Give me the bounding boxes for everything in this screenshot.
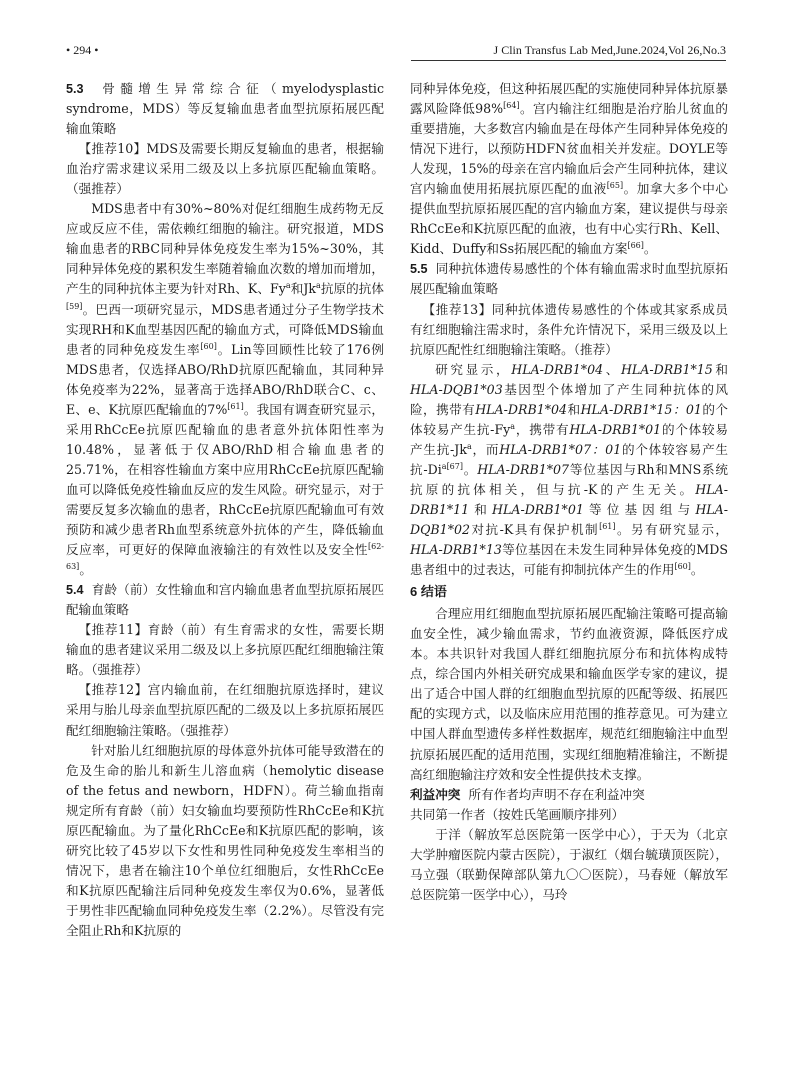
left-column: [66, 79, 384, 941]
journal-citation: J Clin Transfus Lab Med,June.2024,Vol 26,No.3: [493, 43, 726, 57]
citation: [67]: [446, 461, 463, 471]
citation: [61]: [599, 521, 616, 531]
citation: [60]: [200, 341, 217, 351]
citation: [65]: [606, 181, 624, 191]
section-5-3-heading: 5.3 骨髓增生异常综合征（myelodysplastic syndrome，MDS）等反复输血患者血型抗原拓展匹配输血策略: [66, 81, 384, 137]
section-5-4-heading: 5.4 育龄（前）女性输血和宫内输血患者血型抗原拓展匹配输血策略: [66, 582, 384, 618]
citation: [66]: [627, 241, 644, 251]
paragraph-conclusion: 合理应用红细胞血型抗原拓展匹配输注策略可提高输血安全性，减少输血需求，节约血液资源，降低医疗成本。本共识针对我国人群红细胞抗原分布和抗体构成特点，综合国内外相关研究成果和输血医学专家的建议，提出了适合中国人群的红细胞血型抗原的匹配等级、拓展匹配的实现方式，以及临床应用范围的推荐意见。可为建立中国人群血型遗传多样性数据库，规范红细胞输注中血型抗原拓展匹配的适用范围，实现红细胞精准输注，不断提高红细胞输注疗效和安全性提供技术支撑。: [410, 606, 728, 782]
paragraph-intrauterine: 同种异体免疫，但这种拓展匹配的实施使同种异体抗原暴露风险降低98%[64]。宫内输注红细胞是治疗胎儿贫血的重要措施，大多数宫内输血是在母体产生同种异体免疫的情况下进行，以预防HDFN贫血相关并发症。DOYLE等人发现，15%的母亲在宫内输血后会产生同种抗体，建议宫内输血使用拓展抗原匹配的血液[65]。加拿大多个中心提供血型抗原拓展匹配的宫内输血方案，建议提供与母亲RhCcEe和K抗原匹配的血液，也有中心实行Rh、Kell、Kidd、Duffy和Ss拓展匹配的输血方案[66]。: [410, 81, 729, 257]
header-rule: [411, 60, 726, 61]
recommendation-11: 【推荐11】育龄（前）有生育需求的女性，需要长期输血的患者建议采用二级及以上多抗原匹配红细胞输注策略。（强推荐）: [66, 622, 384, 678]
right-column: [410, 79, 728, 905]
citation: [62-63]: [66, 541, 384, 571]
paragraph-hdfn: 针对胎儿红细胞抗原的母体意外抗体可能导致潜在的危及生命的胎儿和新生儿溶血病（hemolytic disease of the fetus and newborn，HDFN）。荷兰输血指南规定所有育龄（前）妇女输血均要预防性RhCcEe和K抗原匹配输血。为了量化RhCcEe和K抗原匹配的影响，该研究比较了45岁以下女性和男性同种免疫发生率相当的情况下，患者在输注10个单位红细胞后，女性RhCcEe和K抗原匹配输注后同种免疫发生率仅为0.6%，显著低于男性非匹配输血同种免疫发生率（2.2%）。尽管没有完全阻止Rh和K抗原的: [66, 742, 384, 938]
citation: [64]: [503, 100, 520, 110]
paragraph-hla: 研究显示，HLA-DRB1*04、HLA-DRB1*15和HLA-DQB1*03基因型个体增加了产生同种抗体的风险，携带有HLA-DRB1*04和HLA-DRB1*15：01的个体较易产生抗-Fy$^a$，携带有HLA-DRB1*01的个体较易产生抗-Jk$^a$，而HLA-DRB1*07：01的个体较容易产生抗$-Di^{a[67]}$。HLA-DRB1*07等位基因与Rh和MNS系统抗原的抗体相关，但与抗-K的产生无关。HLA-DRB1*11和HLA-DRB1*01等位基因组与HLA-DQB1*02对抗-K具有保护机制[61]。另有研究显示，HLA-DRB1*13等位基因在未发生同种异体免疫的MDS患者组中的过表达，可能有抑制抗体产生的作用[60]。: [410, 361, 729, 578]
recommendation-10: 【推荐10】MDS及需要长期反复输血的患者，根据输血治疗需求建议采用二级及以上多抗原匹配输血策略。（强推荐）: [66, 141, 384, 197]
author-list: 于洋（解放军总医院第一医学中心），于天为（北京大学肿瘤医院内蒙古医院），于淑红（烟台毓璜顶医院），马立强（联勤保障部队第九〇〇医院），马春娅（解放军总医院第一医学中心），马玲: [410, 826, 728, 902]
conflict-of-interest: 利益冲突 所有作者均声明不存在利益冲突: [410, 786, 645, 802]
paragraph-mds: MDS患者中有30%~80%对促红细胞生成药物无反应或反应不佳，需依赖红细胞的输注。研究报道，MDS输血患者的RBC同种异体免疫发生率为15%~30%，其同种异体免疫的累积发生率随着输血次数的增加而增加，产生的同种抗体主要为针对Rh、K、Fy$^a$和Jk$^a$抗原的抗体[59]。巴西一项研究显示，MDS患者通过分子生物学技术实现RH和K血型基因匹配的输血方式，可降低MDS输血患者的同种免疫发生率[60]。Lin等回顾性比较了176例MDS患者，仅选择ABO/RhD抗原匹配输血，其同种异体免疫率为22%，显著高于选择ABO/RhD联合C、c、E、e、K抗原匹配输血的7%[61]。我国有调查研究显示，采用RhCcEe抗原匹配输血的患者意外抗体阳性率为10.48%，显著低于仅ABO/RhD相合输血患者的25.71%，在相容性输血方案中应用RhCcEe抗原匹配输血可以降低免疫性输血反应的发生风险。研究显示，对于需要反复多次输血的患者，RhCcEe抗原匹配输血可有效预防和减少患者Rh血型系统意外抗体的产生，降低输血反应率，可更好的保障血液输注的有效性以及安全性[62-63]。: [66, 201, 385, 578]
citation: [61]: [227, 401, 244, 411]
recommendation-12: 【推荐12】宫内输血前，在红细胞抗原选择时，建议采用与胎儿母亲血型抗原匹配的二级及以上多抗原拓展匹配红细胞输注策略。（强推荐）: [66, 682, 384, 738]
recommendation-13: 【推荐13】同种抗体遗传易感性的个体或其家系成员有红细胞输注需求时，条件允许情况下，采用三级及以上抗原匹配性红细胞输注策略。（推荐）: [410, 301, 728, 357]
citation: [60]: [674, 561, 691, 571]
running-header: [66, 40, 726, 62]
page-number: • 294 •: [66, 43, 99, 57]
citation: [59]: [66, 301, 83, 311]
section-5-5-heading: 5.5 同种抗体遗传易感性的个体有输血需求时血型抗原拓展匹配输血策略: [410, 261, 728, 297]
co-first-authors-label: 共同第一作者（按姓氏笔画顺序排列）: [410, 806, 625, 822]
conclusion-heading: 6 结语: [410, 584, 447, 600]
